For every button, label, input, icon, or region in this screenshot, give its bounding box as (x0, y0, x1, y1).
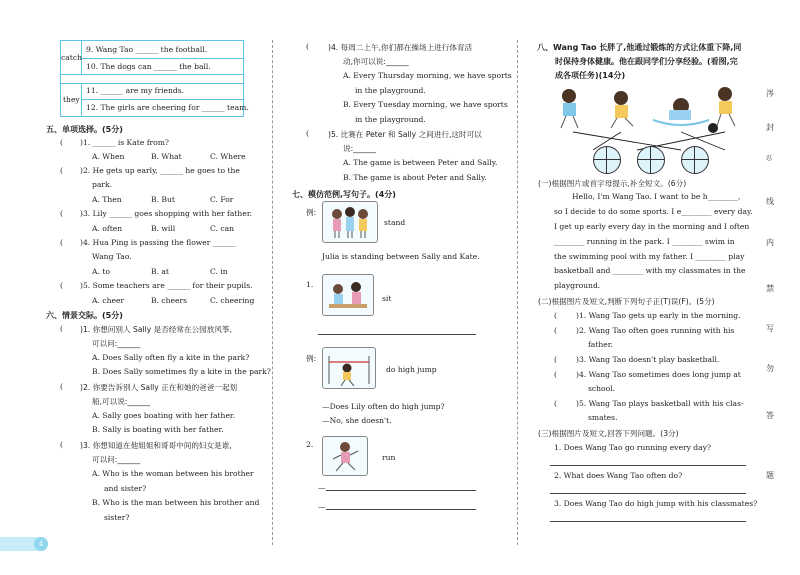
running-girl-image (323, 437, 367, 475)
clock-icon (681, 146, 709, 174)
item-1-word: sit (382, 294, 392, 303)
paren: ( (60, 281, 63, 290)
side-char: 封 (766, 123, 774, 132)
s6-q5-optA: A. The game is between Peter and Sally. (343, 158, 498, 167)
paren: ( (60, 382, 63, 391)
s6-q4-optA-2: in the playground. (355, 86, 426, 95)
column-separator-2 (517, 40, 518, 545)
paren: ( (60, 238, 63, 247)
question-1: 1. Does Wang Tao go running every day? (554, 443, 712, 452)
s5-q4-optB: B. at (151, 267, 169, 276)
s6-q1b: 可以问:______ (92, 339, 141, 348)
s5-q4b: Wang Tao. (92, 252, 132, 261)
exercise-illustration (553, 84, 749, 176)
s6-q4-optA-1: A. Every Thursday morning, we have sports (343, 71, 512, 80)
table-row-11: 11. ______ are my friends. (86, 86, 185, 95)
example-2-illustration (322, 347, 376, 389)
paren: ( (306, 129, 309, 138)
item-1-answer-line[interactable] (318, 334, 476, 335)
paren: ( (554, 311, 557, 320)
answer-line-2[interactable] (550, 493, 746, 494)
example-word: stand (384, 218, 406, 227)
three-girls-image (323, 202, 377, 242)
s6-q4-optB-1: B. Every Tuesday morning, we have sports (343, 100, 508, 109)
table-row-9: 9. Wang Tao ______ the football. (86, 45, 208, 54)
s6-q3-optB-2: sister? (104, 513, 130, 522)
s5-q4-optC: C. in (210, 267, 228, 276)
s6-q1-optB: B. Does Sally sometimes fly a kite in the park? (92, 367, 271, 376)
s5-q5-optA: A. cheer (92, 296, 125, 305)
item-2-answer-line-2[interactable] (326, 509, 476, 510)
side-char: 禁 (766, 284, 774, 293)
paren: ( (60, 138, 63, 147)
item-2-dash-2: — (318, 502, 326, 511)
example-illustration (322, 201, 378, 243)
s6-q4a: )4. 每周二上午,你们都在操场上进行体育活 (328, 43, 473, 52)
tf-2b: father. (588, 340, 613, 349)
side-char: 答 (766, 411, 774, 420)
example-sentence: Julia is standing between Sally and Kate. (322, 252, 480, 261)
example-2-dialog-1: —Does Lily often do high jump? (322, 402, 445, 411)
example-2-word: do high jump (386, 365, 437, 374)
s5-q4-optA: A. to (92, 267, 110, 276)
s5-q1-optB: B. What (151, 152, 182, 161)
side-char: 题 (766, 471, 774, 480)
paren: ( (554, 399, 557, 408)
s6-q3-optA-2: and sister? (104, 484, 147, 493)
question-3: 3. Does Wang Tao do high jump with his classmates? (554, 499, 758, 508)
table-label-catch: catch (61, 53, 82, 62)
passage-line-3: I get up early every day in the morning and I often (554, 222, 750, 231)
paren: ( (60, 440, 63, 449)
tf-2a: )2. Wang Tao often goes running with his (576, 326, 735, 335)
s5-q2a: )2. He gets up early, ______ he goes to the (80, 166, 240, 175)
section-8-title-2: 时保持身体健康。他在跟同学们分享经验。(看图,完 (555, 57, 738, 66)
answer-line-3[interactable] (550, 521, 746, 522)
s5-q3-optC: C. can (210, 224, 235, 233)
part-1-title: (一)根据图片或首字母提示,补全短文。(6分) (538, 179, 687, 188)
section-6-title: 六、情景交际。(5分) (46, 311, 123, 320)
s6-q4-optB-2: in the playground. (355, 115, 426, 124)
section-8-title-1: 八、Wang Tao 长胖了,他通过锻炼的方式让体重下降,同 (537, 43, 742, 52)
example-2-label: 例: (306, 354, 317, 363)
tf-1: )1. Wang Tao gets up early in the morning. (576, 311, 741, 320)
item-1-number: 1. (306, 280, 314, 289)
s6-q2a: )2. 你要告诉别人 Sally 正在和她的爸爸一起划 (80, 383, 238, 392)
paren: ( (60, 209, 63, 218)
item-1-illustration (322, 274, 374, 316)
paren: ( (60, 324, 63, 333)
side-char: 勿 (766, 364, 774, 373)
passage-line-5: the swimming pool with my father. I ________ play (554, 252, 745, 261)
tf-5b: smates. (588, 413, 618, 422)
paren: ( (60, 166, 63, 175)
section-5-title: 五、单项选择。(5分) (46, 125, 123, 134)
paren: ( (554, 370, 557, 379)
passage-line-1: Hello, I'm Wang Tao. I want to be h________, (572, 192, 741, 201)
s5-q3: )3. Lily ______ goes shopping with her father. (80, 209, 253, 218)
s5-q1-optA: A. When (92, 152, 125, 161)
s6-q5a: )5. 比赛在 Peter 和 Sally 之间进行,这时可以 (328, 130, 482, 139)
s6-q3-optA-1: A. Who is the woman between his brother (92, 469, 254, 478)
part-3-title: (三)根据图片及短文,回答下列问题。(3分) (538, 429, 679, 438)
table-row-12: 12. The girls are cheering for ______ team. (86, 103, 249, 112)
passage-line-2: so I decide to do some sports. I e________ every day. (554, 207, 753, 216)
clock-icon (637, 146, 665, 174)
s6-q3a: )3. 你想知道在他姐姐和哥哥中间的妇女是谁, (80, 441, 232, 450)
s5-q1: )1. ______ is Kate from? (80, 138, 170, 147)
s5-q4a: )4. Hua Ping is passing the flower ______ (80, 238, 236, 247)
section-7-title: 七、模仿范例,写句子。(4分) (292, 190, 396, 199)
item-2-illustration (322, 436, 368, 476)
s6-q1-optA: A. Does Sally often fly a kite in the park? (92, 353, 250, 362)
s5-q5-optC: C. cheering (210, 296, 255, 305)
paren: ( (306, 42, 309, 51)
s6-q1a: )1. 你想问别人 Sally 是否经常在公园放风筝, (80, 325, 232, 334)
passage-line-4: ________ running in the park. I ________ swim in (554, 237, 735, 246)
s6-q2b: 船,可以说:______ (92, 397, 151, 406)
paren: ( (554, 355, 557, 364)
section-8-title-3: 成各项任务)(14分) (555, 71, 626, 80)
side-char: 忍 (766, 155, 773, 162)
tf-4a: )4. Wang Tao sometimes does long jump at (576, 370, 741, 379)
s5-q1-text: 1. ______ is Kate from? (82, 138, 170, 147)
item-2-answer-line-1[interactable] (326, 490, 476, 491)
item-2-dash-1: — (318, 483, 326, 492)
tf-5a: )5. Wang Tao plays basketball with his clas- (576, 399, 744, 408)
s5-q3-optB: B. will (151, 224, 176, 233)
s6-q3b: 可以问:______ (92, 455, 141, 464)
s5-q2-optA: A. Then (92, 195, 122, 204)
s5-q3-optA: A. often (92, 224, 123, 233)
answer-line-1[interactable] (550, 465, 746, 466)
tf-4b: school. (588, 384, 616, 393)
side-char: 写 (766, 324, 774, 333)
s6-q3-optB-1: B. Who is the man between his brother and (92, 498, 260, 507)
sitting-people-image (323, 275, 373, 315)
s6-q2-optB: B. Sally is boating with her father. (92, 425, 224, 434)
vocab-table (60, 40, 249, 117)
table-row-10: 10. The dogs can ______ the ball. (86, 62, 211, 71)
s5-q2b: park. (92, 180, 113, 189)
s5-q2-optB: B. But (151, 195, 175, 204)
item-2-word: run (382, 453, 396, 462)
s5-q1-optC: C. Where (210, 152, 246, 161)
tf-3: )3. Wang Tao doesn't play basketball. (576, 355, 720, 364)
table-label-they: they (63, 95, 80, 104)
s5-q2-optC: C. For (210, 195, 234, 204)
column-separator-1 (272, 40, 273, 545)
question-2: 2. What does Wang Tao often do? (554, 471, 683, 480)
example-2-dialog-2: —No, she doesn't. (322, 416, 392, 425)
s5-q5-optB: B. cheers (151, 296, 188, 305)
s6-q5b: 说:______ (343, 144, 376, 153)
item-2-number: 2. (306, 440, 314, 449)
part-2-title: (二)根据图片及短文,判断下列句子正(T)误(F)。(5分) (538, 297, 715, 306)
s6-q5-optB: B. The game is about Peter and Sally. (343, 173, 487, 182)
passage-line-6: basketball and ________ with my classmates in the (554, 266, 746, 275)
page-number: 4 (34, 537, 48, 551)
example-label: 例: (306, 208, 317, 217)
paren: ( (554, 326, 557, 335)
s6-q2-optA: A. Sally goes boating with her father. (92, 411, 236, 420)
side-char: 内 (766, 238, 774, 247)
clock-icon (593, 146, 621, 174)
s5-q5: )5. Some teachers are ______ for their pupils. (80, 281, 253, 290)
passage-line-7: playground. (554, 281, 601, 290)
s6-q4b: 动,你可以说:______ (343, 57, 409, 66)
side-char: 线 (766, 197, 774, 206)
high-jump-image (323, 348, 375, 388)
side-char: 涔 (766, 89, 774, 98)
